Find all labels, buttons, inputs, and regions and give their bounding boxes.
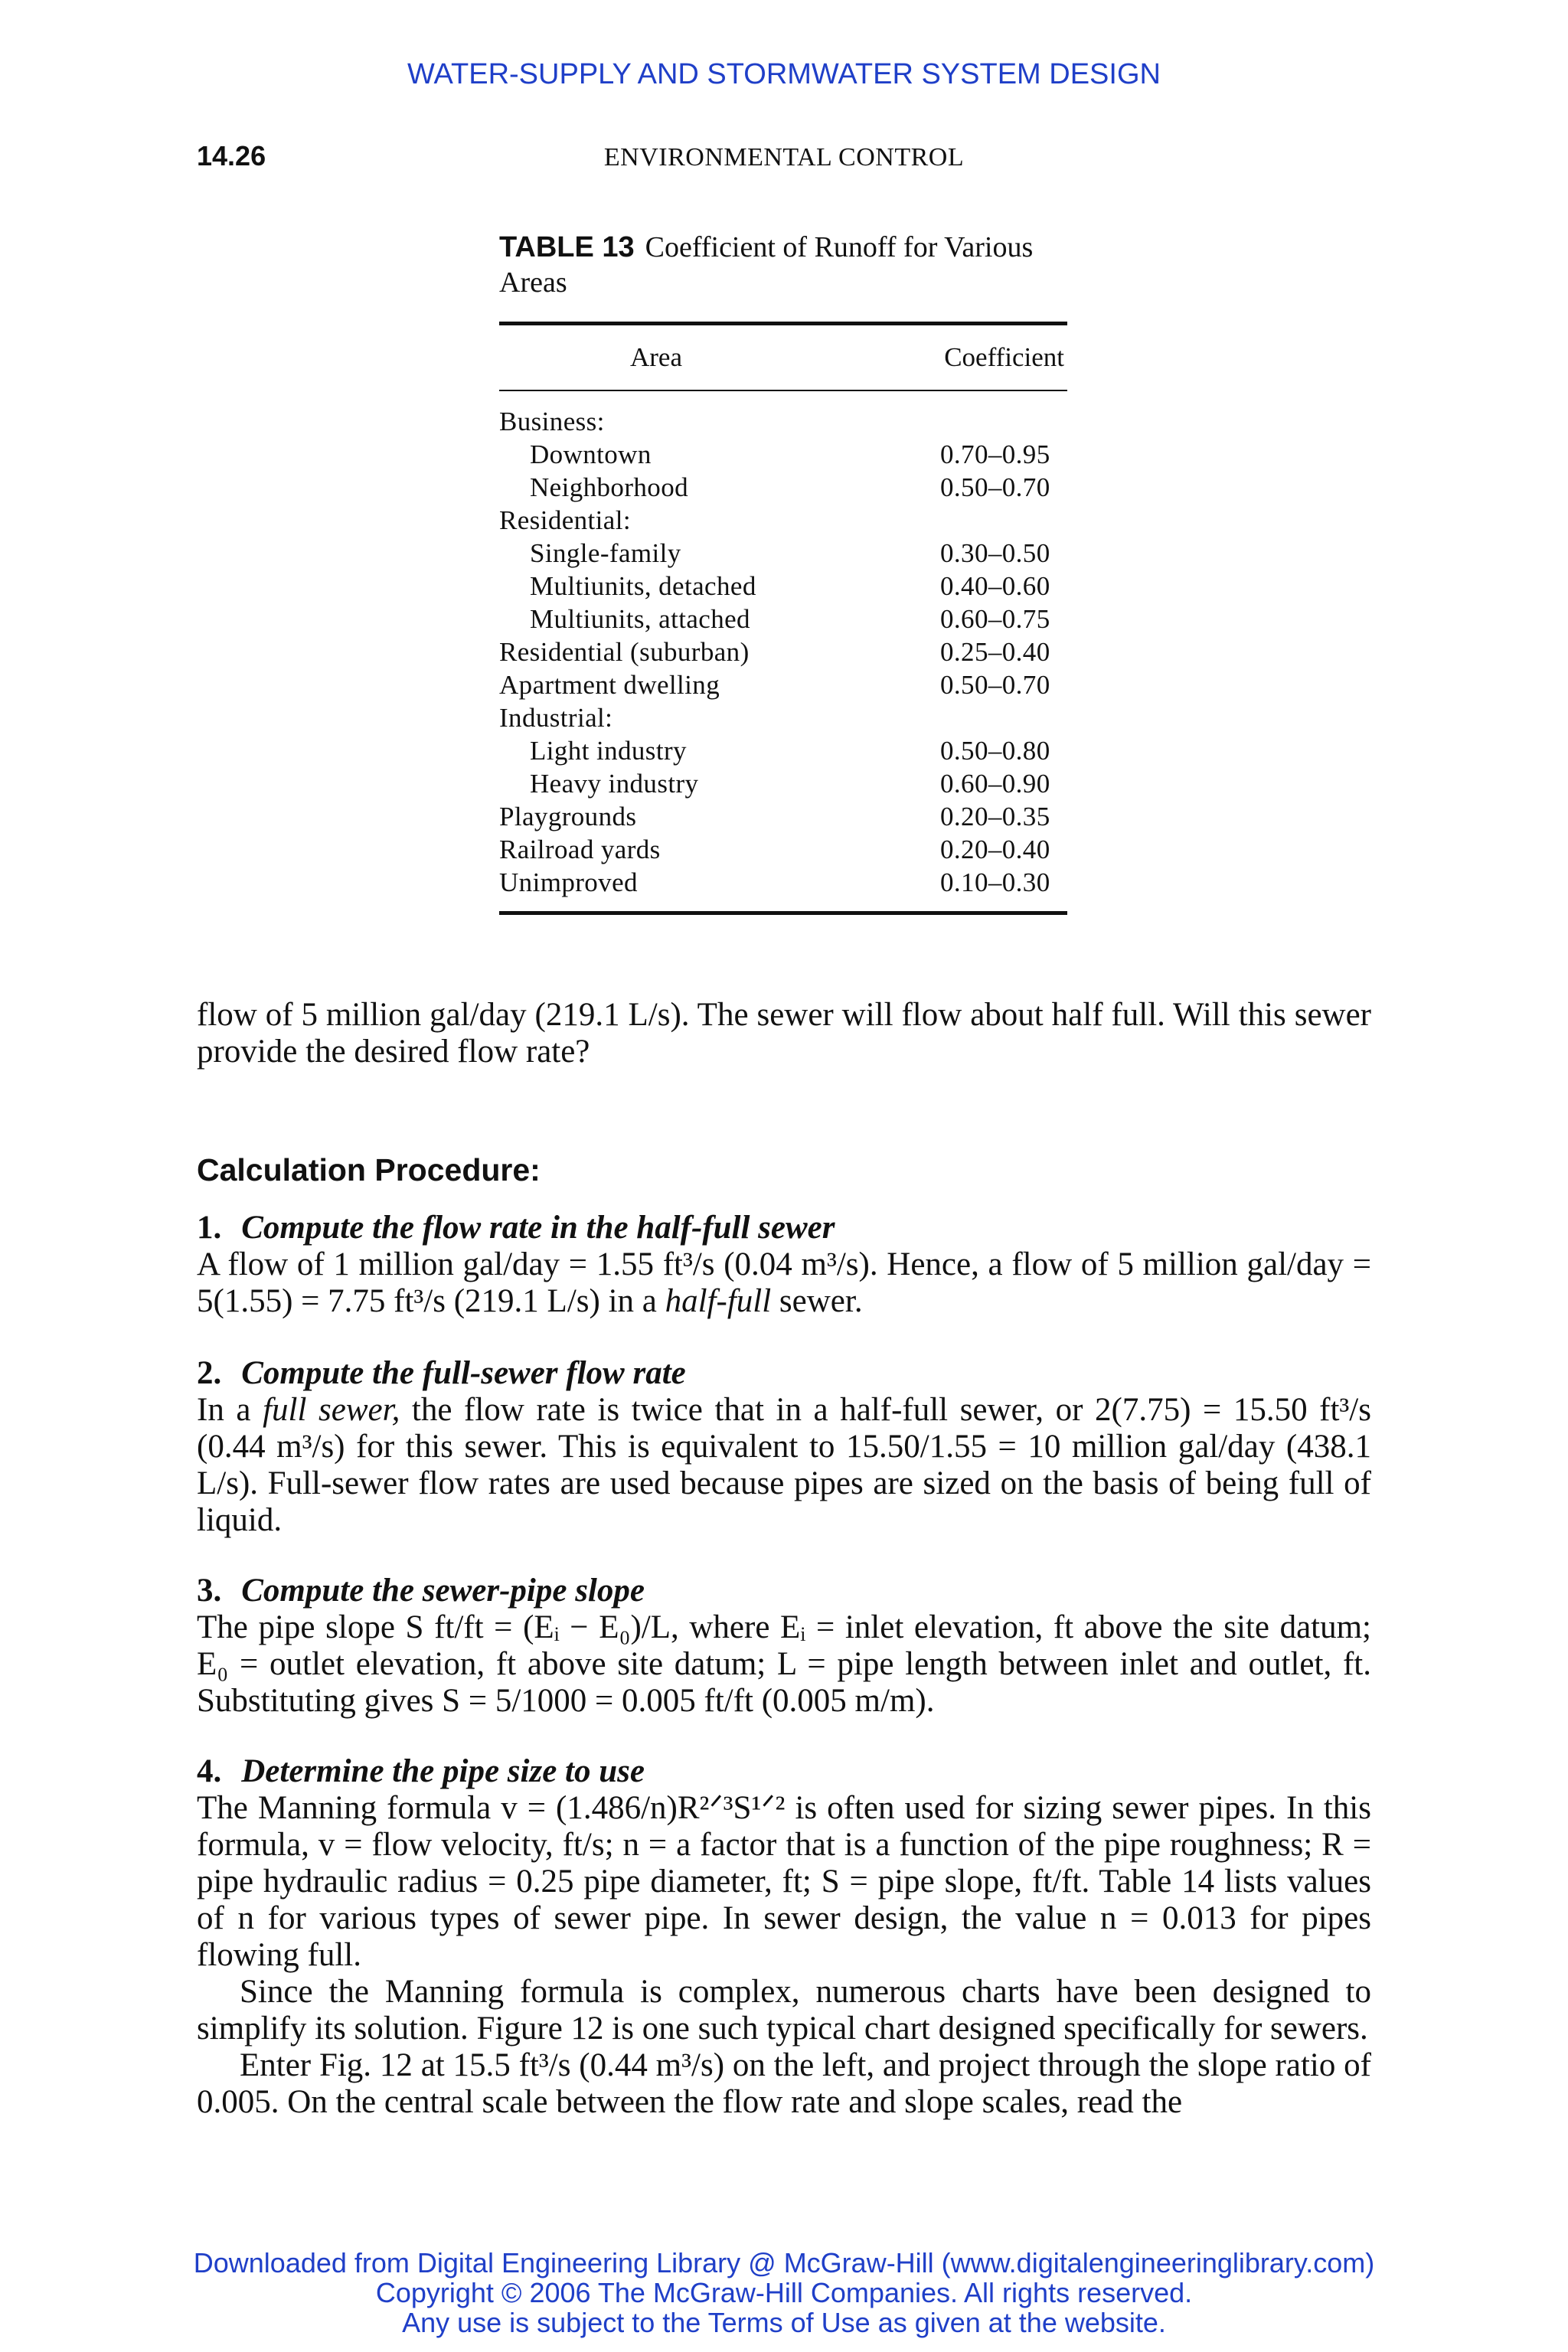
step-1-text-a: A flow of 1 million gal/day = 1.55 ft³/s (0.04 m³/s). Hence, a flow of 5 million gal/day = 5(1.55) = 7.75 ft³/s (219.1 L/s) in a <box>197 1246 1371 1319</box>
step-1-heading <box>197 1210 1371 1246</box>
footer-terms: Any use is subject to the Terms of Use as given at the website. <box>402 2307 1166 2338</box>
step-1-number: 1. <box>197 1210 222 1246</box>
step-2-heading <box>197 1355 1371 1392</box>
step-1 <box>197 1210 1371 1320</box>
table-cell-area: Apartment dwelling <box>499 669 720 700</box>
step-1-title: Compute the flow rate in the half-full sewer <box>241 1210 835 1246</box>
table-row <box>499 603 1067 635</box>
step-1-text-em: half-full <box>665 1283 772 1319</box>
table-cell-area: Multiunits, detached <box>530 570 756 601</box>
footer-download-link[interactable]: Downloaded from Digital Engineering Library @ McGraw-Hill (www.digitalengineeringlibrary.com) <box>193 2247 1375 2278</box>
footer <box>0 2248 1568 2337</box>
running-head: ENVIRONMENTAL CONTROL <box>603 143 965 172</box>
table-row <box>499 800 1067 833</box>
step-4-paragraph-3: Enter Fig. 12 at 15.5 ft³/s (0.44 m³/s) on the left, and project through the slope ratio of 0.005. On the central scale between the flow rate and slope scales, read the <box>197 2047 1371 2120</box>
table-cell-coefficient: 0.50–0.70 <box>940 472 1050 502</box>
table-cell-area: Railroad yards <box>499 834 661 864</box>
intro-paragraph <box>197 997 1371 1070</box>
table-cell-coefficient: 0.30–0.50 <box>940 537 1050 568</box>
table-cell-area: Industrial: <box>499 702 613 733</box>
table-cell-area: Unimproved <box>499 867 638 897</box>
procedure-heading: Calculation Procedure: <box>197 1152 541 1187</box>
table-row <box>499 537 1067 570</box>
table-cell-area: Residential: <box>499 505 631 535</box>
table-cell-coefficient: 0.20–0.35 <box>940 801 1050 831</box>
table-cell-coefficient: 0.50–0.80 <box>940 735 1050 766</box>
table-cell-area: Business: <box>499 406 605 436</box>
table-row <box>499 833 1067 866</box>
table-cell-area: Downtown <box>530 439 652 469</box>
table-row <box>499 570 1067 603</box>
table-row <box>499 438 1067 471</box>
footer-copyright: Copyright © 2006 The McGraw-Hill Companies. All rights reserved. <box>375 2277 1193 2308</box>
table-cell-area: Residential (suburban) <box>499 636 750 667</box>
table-body <box>499 391 1067 911</box>
runoff-coefficient-table <box>499 322 1067 915</box>
document-banner: WATER-SUPPLY AND STORMWATER SYSTEM DESIGN <box>407 58 1161 90</box>
table-row <box>499 734 1067 767</box>
step-1-text-b: sewer. <box>771 1283 863 1319</box>
table-cell-coefficient: 0.50–0.70 <box>940 669 1050 700</box>
table-row <box>499 405 1067 438</box>
table-row <box>499 767 1067 800</box>
table-cell-area: Playgrounds <box>499 801 637 831</box>
step-2-text-em: full sewer, <box>263 1392 400 1428</box>
step-2-text <box>197 1392 1371 1539</box>
step-3-heading <box>197 1573 1371 1609</box>
step-3-title: Compute the sewer-pipe slope <box>241 1573 645 1609</box>
table-title: Coefficient of Runoff for Various Areas <box>499 231 1034 299</box>
step-4-paragraph-2: Since the Manning formula is complex, numerous charts have been designed to simplify its solution. Figure 12 is one such typical chart designed specifically for sewers. <box>197 1974 1371 2047</box>
table-label: TABLE 13 <box>499 231 635 263</box>
page-number: 14.26 <box>197 140 266 172</box>
step-2-title: Compute the full-sewer flow rate <box>241 1355 686 1391</box>
step-3 <box>197 1573 1371 1720</box>
step-2-text-b: the flow rate is twice that in a half-full sewer, or 2(7.75) = 15.50 ft³/s (0.44 m³/s) for this sewer. This is equivalent to 15.50/1.55 = 10 million gal/day (438.1 L/s). Full-sewer flow rates are used because pipes are sized on the basis of being full of liquid. <box>197 1392 1371 1538</box>
table-row <box>499 504 1067 537</box>
intro-text: flow of 5 million gal/day (219.1 L/s). The sewer will flow about half full. Will this sewer provide the desired flow rate? <box>197 997 1371 1070</box>
table-cell-coefficient: 0.60–0.75 <box>940 603 1050 634</box>
table-header-row <box>499 325 1067 390</box>
table-cell-coefficient: 0.25–0.40 <box>940 636 1050 667</box>
table-bottom-rule <box>499 911 1067 915</box>
step-4-text: The Manning formula v = (1.486/n)R²ᐟ³S¹ᐟ² is often used for sizing sewer pipes. In this formula, v = flow velocity, ft/s; n = a factor that is a function of the pipe roughness; R = pipe hydraulic radius = 0.25 pipe diameter, ft; S = pipe slope, ft/ft. Table 14 lists values of n for various types of sewer pipe. In sewer design, the value n = 0.013 for pipes flowing full. <box>197 1790 1371 1973</box>
step-4-number: 4. <box>197 1753 222 1789</box>
step-4-heading <box>197 1753 1371 1790</box>
column-header-area: Area <box>629 342 682 372</box>
step-3-text: The pipe slope S ft/ft = (Eᵢ − E₀)/L, where Eᵢ = inlet elevation, ft above the site datum; E₀ = outlet elevation, ft above site datum; L = pipe length between inlet and outlet, ft. Substituting gives S = 5/1000 = 0.005 ft/ft (0.005 m/m). <box>197 1609 1371 1719</box>
step-4 <box>197 1753 1371 2121</box>
table-row <box>499 701 1067 734</box>
table-cell-coefficient: 0.20–0.40 <box>940 834 1050 864</box>
step-3-number: 3. <box>197 1573 222 1609</box>
table-row <box>499 471 1067 504</box>
table-cell-area: Multiunits, attached <box>530 603 750 634</box>
table-cell-area: Single-family <box>530 537 681 568</box>
step-4-title: Determine the pipe size to use <box>241 1753 645 1789</box>
table-cell-coefficient: 0.40–0.60 <box>940 570 1050 601</box>
table-cell-coefficient: 0.70–0.95 <box>940 439 1050 469</box>
table-cell-area: Light industry <box>530 735 687 766</box>
table-cell-coefficient: 0.10–0.30 <box>940 867 1050 897</box>
table-row <box>499 866 1067 899</box>
step-2-number: 2. <box>197 1355 222 1391</box>
table-row <box>499 668 1067 701</box>
column-header-coefficient: Coefficient <box>944 342 1064 372</box>
step-2-text-a: In a <box>197 1392 263 1428</box>
table-row <box>499 635 1067 668</box>
table-cell-area: Neighborhood <box>530 472 688 502</box>
table-cell-coefficient: 0.60–0.90 <box>940 768 1050 799</box>
table-cell-area: Heavy industry <box>530 768 699 799</box>
step-2 <box>197 1355 1371 1539</box>
table-caption <box>499 230 1081 300</box>
step-1-text <box>197 1246 1371 1320</box>
